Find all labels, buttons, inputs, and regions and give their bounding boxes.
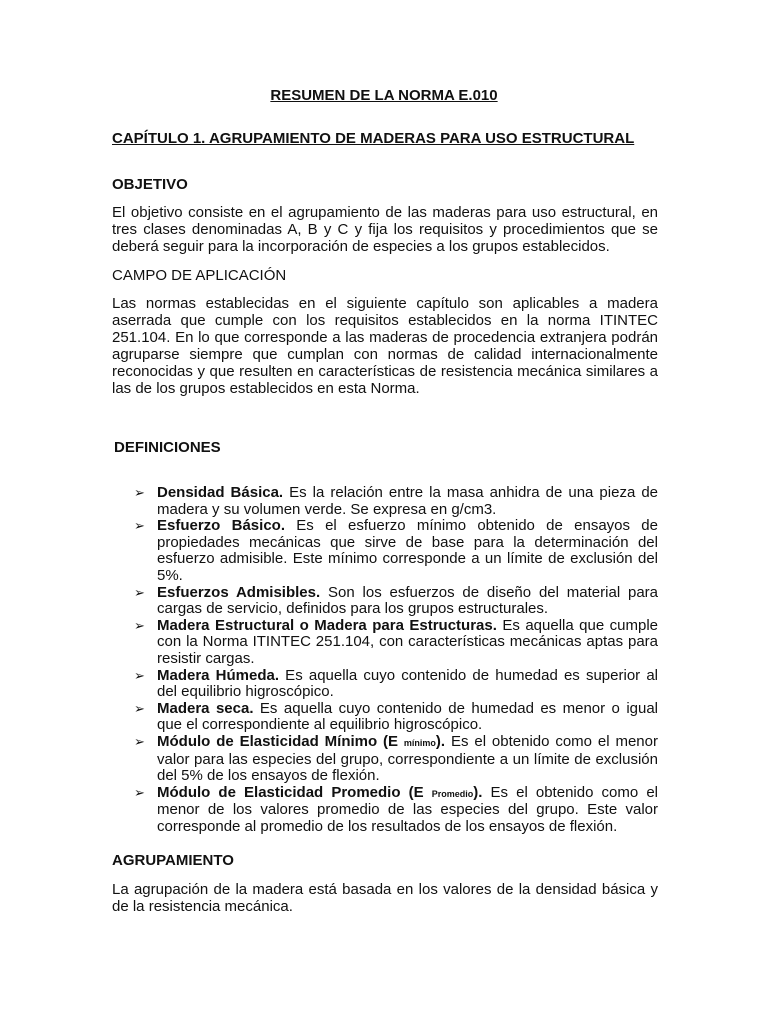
arrow-bullet-icon: ➢ bbox=[134, 518, 145, 534]
definition-term-end: ). bbox=[435, 732, 446, 750]
definition-text: Es aquella cuyo contenido de humedad es menor o igual que el correspondiente al equilibrio higroscópico. bbox=[157, 699, 659, 734]
definiciones-heading: DEFINICIONES bbox=[114, 439, 221, 456]
definition-term: Módulo de Elasticidad Mínimo (E bbox=[157, 732, 404, 750]
definition-term-subscript: Promedio bbox=[431, 788, 474, 799]
definition-text: Son los esfuerzos de diseño del material para cargas de servicio, definidos para los grupos estructurales. bbox=[157, 583, 659, 618]
definition-term: Esfuerzos Admisibles. bbox=[157, 583, 321, 601]
objetivo-heading: OBJETIVO bbox=[112, 176, 188, 193]
definition-item bbox=[132, 618, 658, 668]
definition-item bbox=[132, 518, 658, 584]
arrow-bullet-icon: ➢ bbox=[134, 617, 145, 633]
definition-item bbox=[132, 585, 658, 618]
definition-term: Madera seca. bbox=[157, 699, 254, 717]
arrow-bullet-icon: ➢ bbox=[134, 784, 145, 800]
definition-item bbox=[132, 734, 658, 785]
agrupamiento-paragraph: La agrupación de la madera está basada en los valores de la densidad básica y de la resistencia mecánica. bbox=[112, 881, 658, 915]
definition-item bbox=[132, 701, 658, 734]
definition-term-end: ). bbox=[473, 783, 483, 801]
definition-term: Esfuerzo Básico. bbox=[157, 517, 285, 535]
arrow-bullet-icon: ➢ bbox=[134, 485, 145, 500]
agrupamiento-heading: AGRUPAMIENTO bbox=[112, 852, 234, 869]
definition-text: Es el esfuerzo mínimo obtenido de ensayos de propiedades mecánicas que sirve de base para la determinación del esfuerzo admisible. Este mínimo corresponde a un límite de exclusión del 5%. bbox=[157, 517, 658, 584]
arrow-bullet-icon: ➢ bbox=[134, 667, 145, 683]
objetivo-paragraph: El objetivo consiste en el agrupamiento de las maderas para uso estructural, en tres clases denominadas A, B y C y fija los requisitos y procedimientos que se deberá seguir para la incorporación de especies a los grupos establecidos. bbox=[112, 204, 658, 255]
definition-text: Es el obtenido como el menor valor para las especies del grupo, correspondiente a un límite de exclusión del 5% de los ensayos de flexión. bbox=[157, 732, 658, 785]
definition-term: Madera Húmeda. bbox=[157, 666, 280, 684]
definition-term-subscript: mínimo bbox=[403, 737, 436, 748]
arrow-bullet-icon: ➢ bbox=[134, 584, 145, 600]
campo-heading: CAMPO DE APLICACIÓN bbox=[112, 267, 287, 284]
definition-item bbox=[132, 668, 658, 701]
definition-item bbox=[132, 785, 658, 836]
definition-text: Es aquella que cumple con la Norma ITINTEC 251.104, con características mecánicas aptas para resistir cargas. bbox=[157, 616, 658, 667]
definition-item bbox=[132, 485, 658, 518]
definition-term: Madera Estructural o Madera para Estructuras. bbox=[157, 616, 497, 634]
arrow-bullet-icon: ➢ bbox=[134, 733, 145, 749]
chapter-heading: CAPÍTULO 1. AGRUPAMIENTO DE MADERAS PARA USO ESTRUCTURAL bbox=[112, 130, 635, 147]
arrow-bullet-icon: ➢ bbox=[134, 700, 145, 716]
definitions-list bbox=[132, 485, 658, 835]
definition-term: Densidad Básica. bbox=[157, 484, 284, 501]
campo-paragraph: Las normas establecidas en el siguiente capítulo son aplicables a madera aserrada que cumple con los requisitos establecidos en la norma ITINTEC 251.104. En lo que corresponde a las maderas de procedencia extranjera podrán agruparse siempre que cumplan con normas de calidad internacionalmente reconocidas y que resulten en características de resistencia mecánica similares a las de los grupos establecidos en esta Norma. bbox=[112, 295, 658, 397]
definition-text: Es la relación entre la masa anhidra de una pieza de madera y su volumen verde. Se expresa en g/cm3. bbox=[157, 484, 659, 518]
definition-text: Es aquella cuyo contenido de humedad es superior al del equilibrio higroscópico. bbox=[157, 666, 658, 701]
document-title: RESUMEN DE LA NORMA E.010 bbox=[270, 87, 498, 104]
definition-text: Es el obtenido como el menor de los valores promedio de las especies del grupo. Este valor corresponde al promedio de los resultados de los ensayos de flexión. bbox=[157, 783, 658, 835]
definition-term: Módulo de Elasticidad Promedio (E bbox=[157, 783, 432, 801]
